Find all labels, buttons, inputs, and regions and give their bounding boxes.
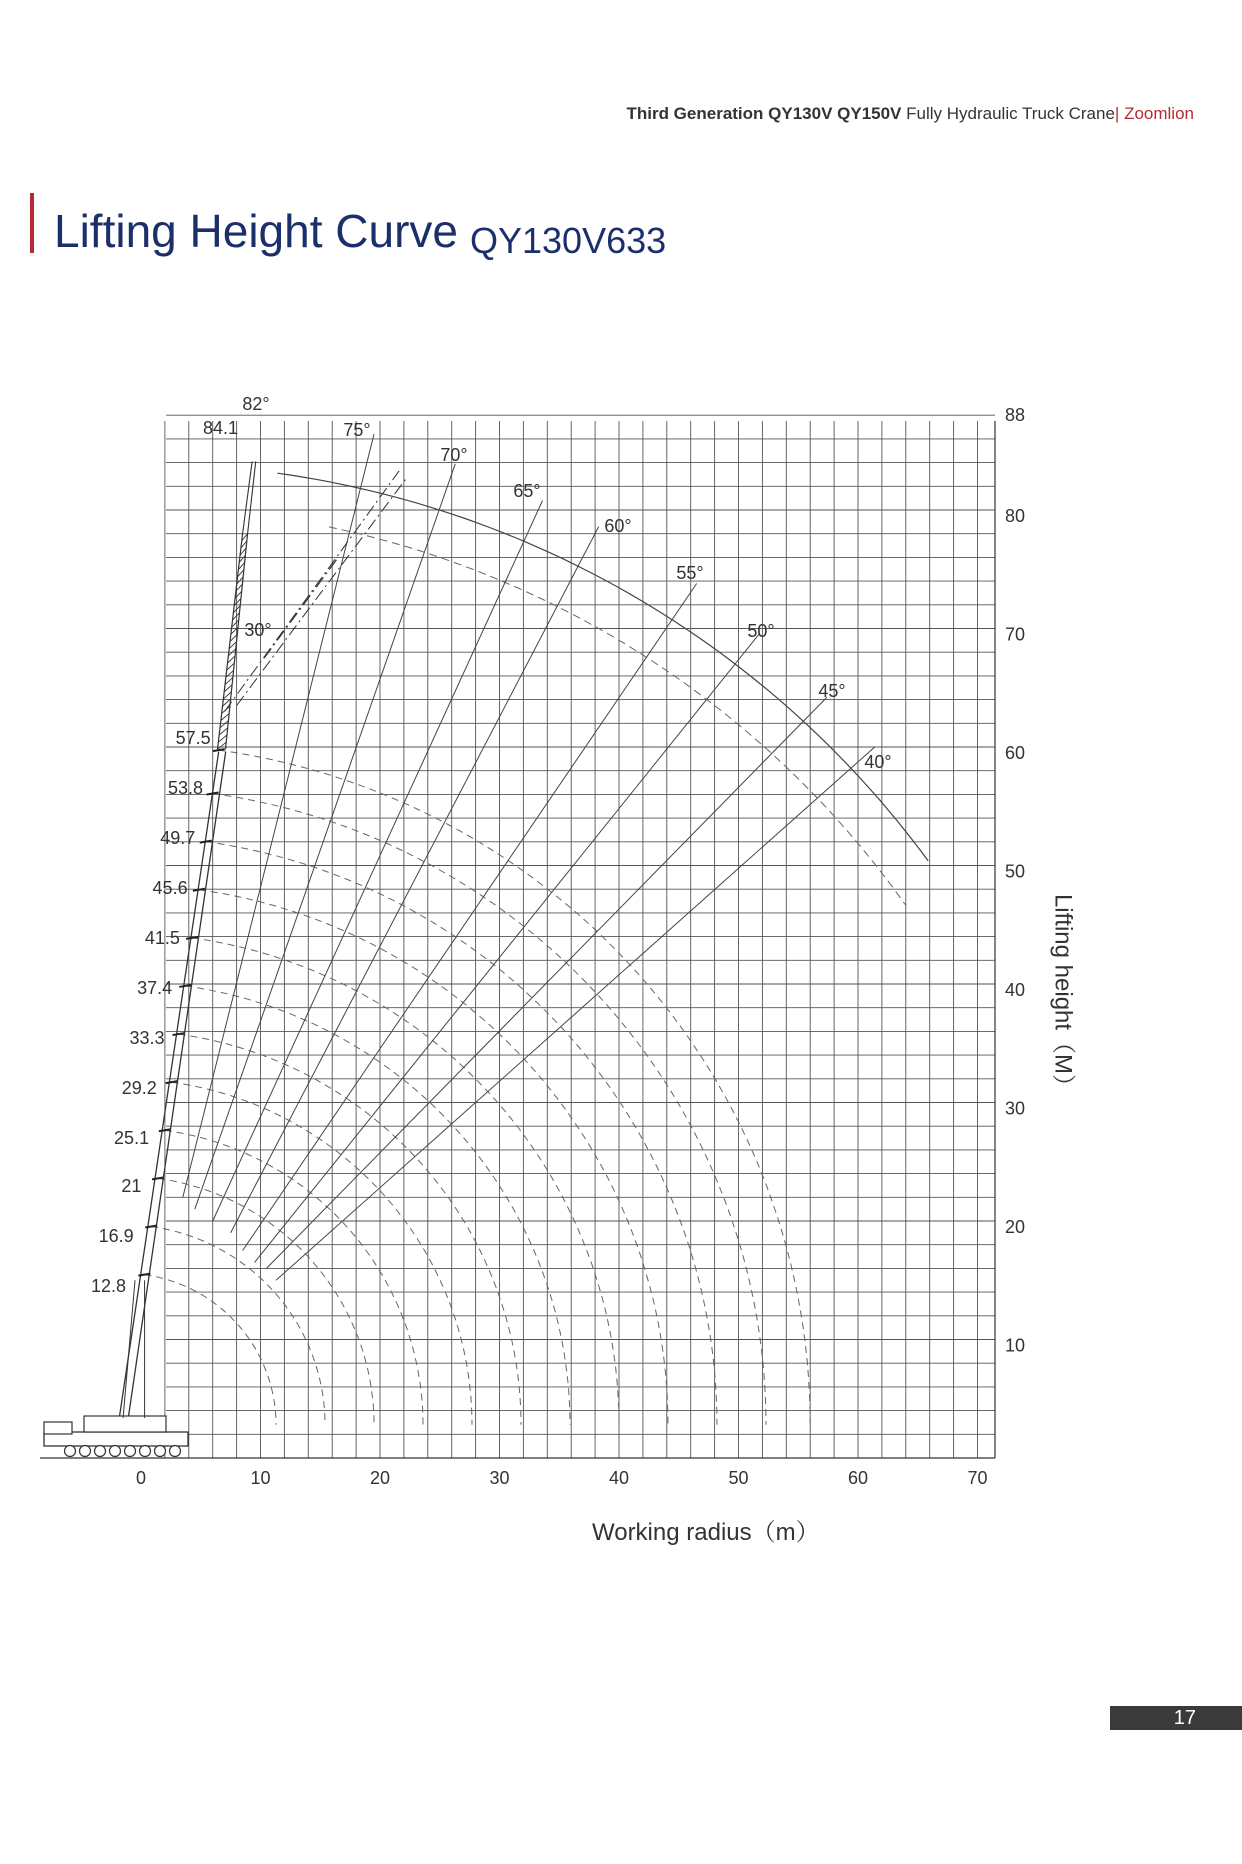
x-tick-label: 10 <box>250 1468 271 1488</box>
model-name: QY130V633 <box>470 220 667 261</box>
boom-length-label: 25.1 <box>114 1128 150 1148</box>
boom-length-label: 21 <box>121 1176 142 1196</box>
jib-tip-edge <box>248 461 256 533</box>
boom-length-label: 16.9 <box>98 1226 134 1246</box>
boom-length-label: 45.6 <box>152 878 188 898</box>
angle-label: 82° <box>242 394 270 414</box>
truck-cab <box>44 1422 72 1434</box>
truck-wheel <box>170 1446 181 1457</box>
jib-edge <box>217 534 242 750</box>
angle-line-65 <box>213 501 543 1221</box>
chart-grid <box>40 415 995 1458</box>
angle-line-55 <box>243 583 697 1250</box>
x-tick-label: 20 <box>369 1468 391 1488</box>
y-tick-label: 30 <box>1005 1098 1026 1119</box>
x-tick-label: 40 <box>608 1468 630 1488</box>
angle-label: 60° <box>604 516 632 536</box>
header-separator: | <box>1114 104 1120 123</box>
angle-label: 50° <box>747 621 775 641</box>
angle-label: 70° <box>440 445 468 465</box>
y-tick-label: 60 <box>1005 743 1026 763</box>
truck-wheel <box>95 1446 106 1457</box>
angle-line-60 <box>231 527 599 1233</box>
header-brand: Zoomlion <box>1124 104 1194 123</box>
offset-jib-line <box>264 557 338 658</box>
crane-truck-icon <box>44 1280 188 1456</box>
angle-line-50 <box>255 634 759 1262</box>
y-tick-label: 80 <box>1005 506 1026 526</box>
boom-length-label: 49.7 <box>160 828 196 848</box>
truck-mast <box>123 1280 135 1418</box>
y-tick-label: 88 <box>1005 405 1026 426</box>
page-number: 17 <box>1110 1706 1242 1730</box>
y-tick-label: 50 <box>1005 861 1026 882</box>
truck-wheel <box>110 1446 121 1457</box>
angle-line-40 <box>276 747 875 1280</box>
y-tick-label: 20 <box>1005 1217 1026 1237</box>
boom-length-arc <box>144 1275 276 1425</box>
x-tick-label: 30 <box>489 1468 510 1488</box>
x-tick-label: 70 <box>967 1468 988 1488</box>
page-title: Lifting Height Curve <box>54 205 458 257</box>
boom-length-label: 41.5 <box>144 928 180 948</box>
header-normal-text: Fully Hydraulic Truck Crane <box>906 104 1115 123</box>
header-bold-text: Third Generation QY130V QY150V <box>626 104 902 123</box>
offset-jib-line <box>237 477 408 706</box>
angle-line-75 <box>183 434 374 1197</box>
boom-length-label: 33.3 <box>129 1028 165 1048</box>
x-tick-label: 0 <box>135 1468 147 1488</box>
y-axis-title: Lifting height（M） <box>1049 893 1077 1099</box>
y-tick-label: 70 <box>1005 624 1026 645</box>
jib-offset-arc <box>329 527 906 906</box>
boom-length-label: 12.8 <box>90 1276 126 1296</box>
boom-length-label: 29.2 <box>121 1078 157 1098</box>
truck-wheel <box>155 1446 166 1457</box>
angle-label: 55° <box>676 563 704 583</box>
angle-label: 65° <box>513 481 541 501</box>
x-tick-label: 60 <box>847 1468 869 1488</box>
x-tick-label: 50 <box>728 1468 749 1488</box>
truck-wheel <box>125 1446 136 1457</box>
angle-label: 75° <box>343 420 371 440</box>
truck-wheel <box>65 1446 76 1457</box>
truck-wheel <box>80 1446 91 1457</box>
jib-tip-edge <box>243 461 253 533</box>
angle-label: 30° <box>244 620 272 640</box>
boom-length-label: 53.8 <box>167 778 203 798</box>
boom-length-arc <box>151 1227 325 1425</box>
angle-label: 45° <box>818 681 846 701</box>
y-tick-label: 10 <box>1005 1335 1026 1356</box>
angle-line-70 <box>195 464 456 1209</box>
truck-wheel <box>140 1446 151 1457</box>
angle-line-45 <box>266 697 826 1268</box>
max-height-arc <box>277 473 928 861</box>
truck-superstructure <box>84 1416 166 1432</box>
x-axis-title: Working radius（m） <box>592 1519 820 1546</box>
max-height-label: 84.1 <box>202 418 238 438</box>
boom-length-label: 37.4 <box>137 978 173 998</box>
angle-label: 40° <box>864 752 892 772</box>
y-tick-label: 40 <box>1005 980 1026 1000</box>
boom-length-label: 57.5 <box>175 728 211 748</box>
